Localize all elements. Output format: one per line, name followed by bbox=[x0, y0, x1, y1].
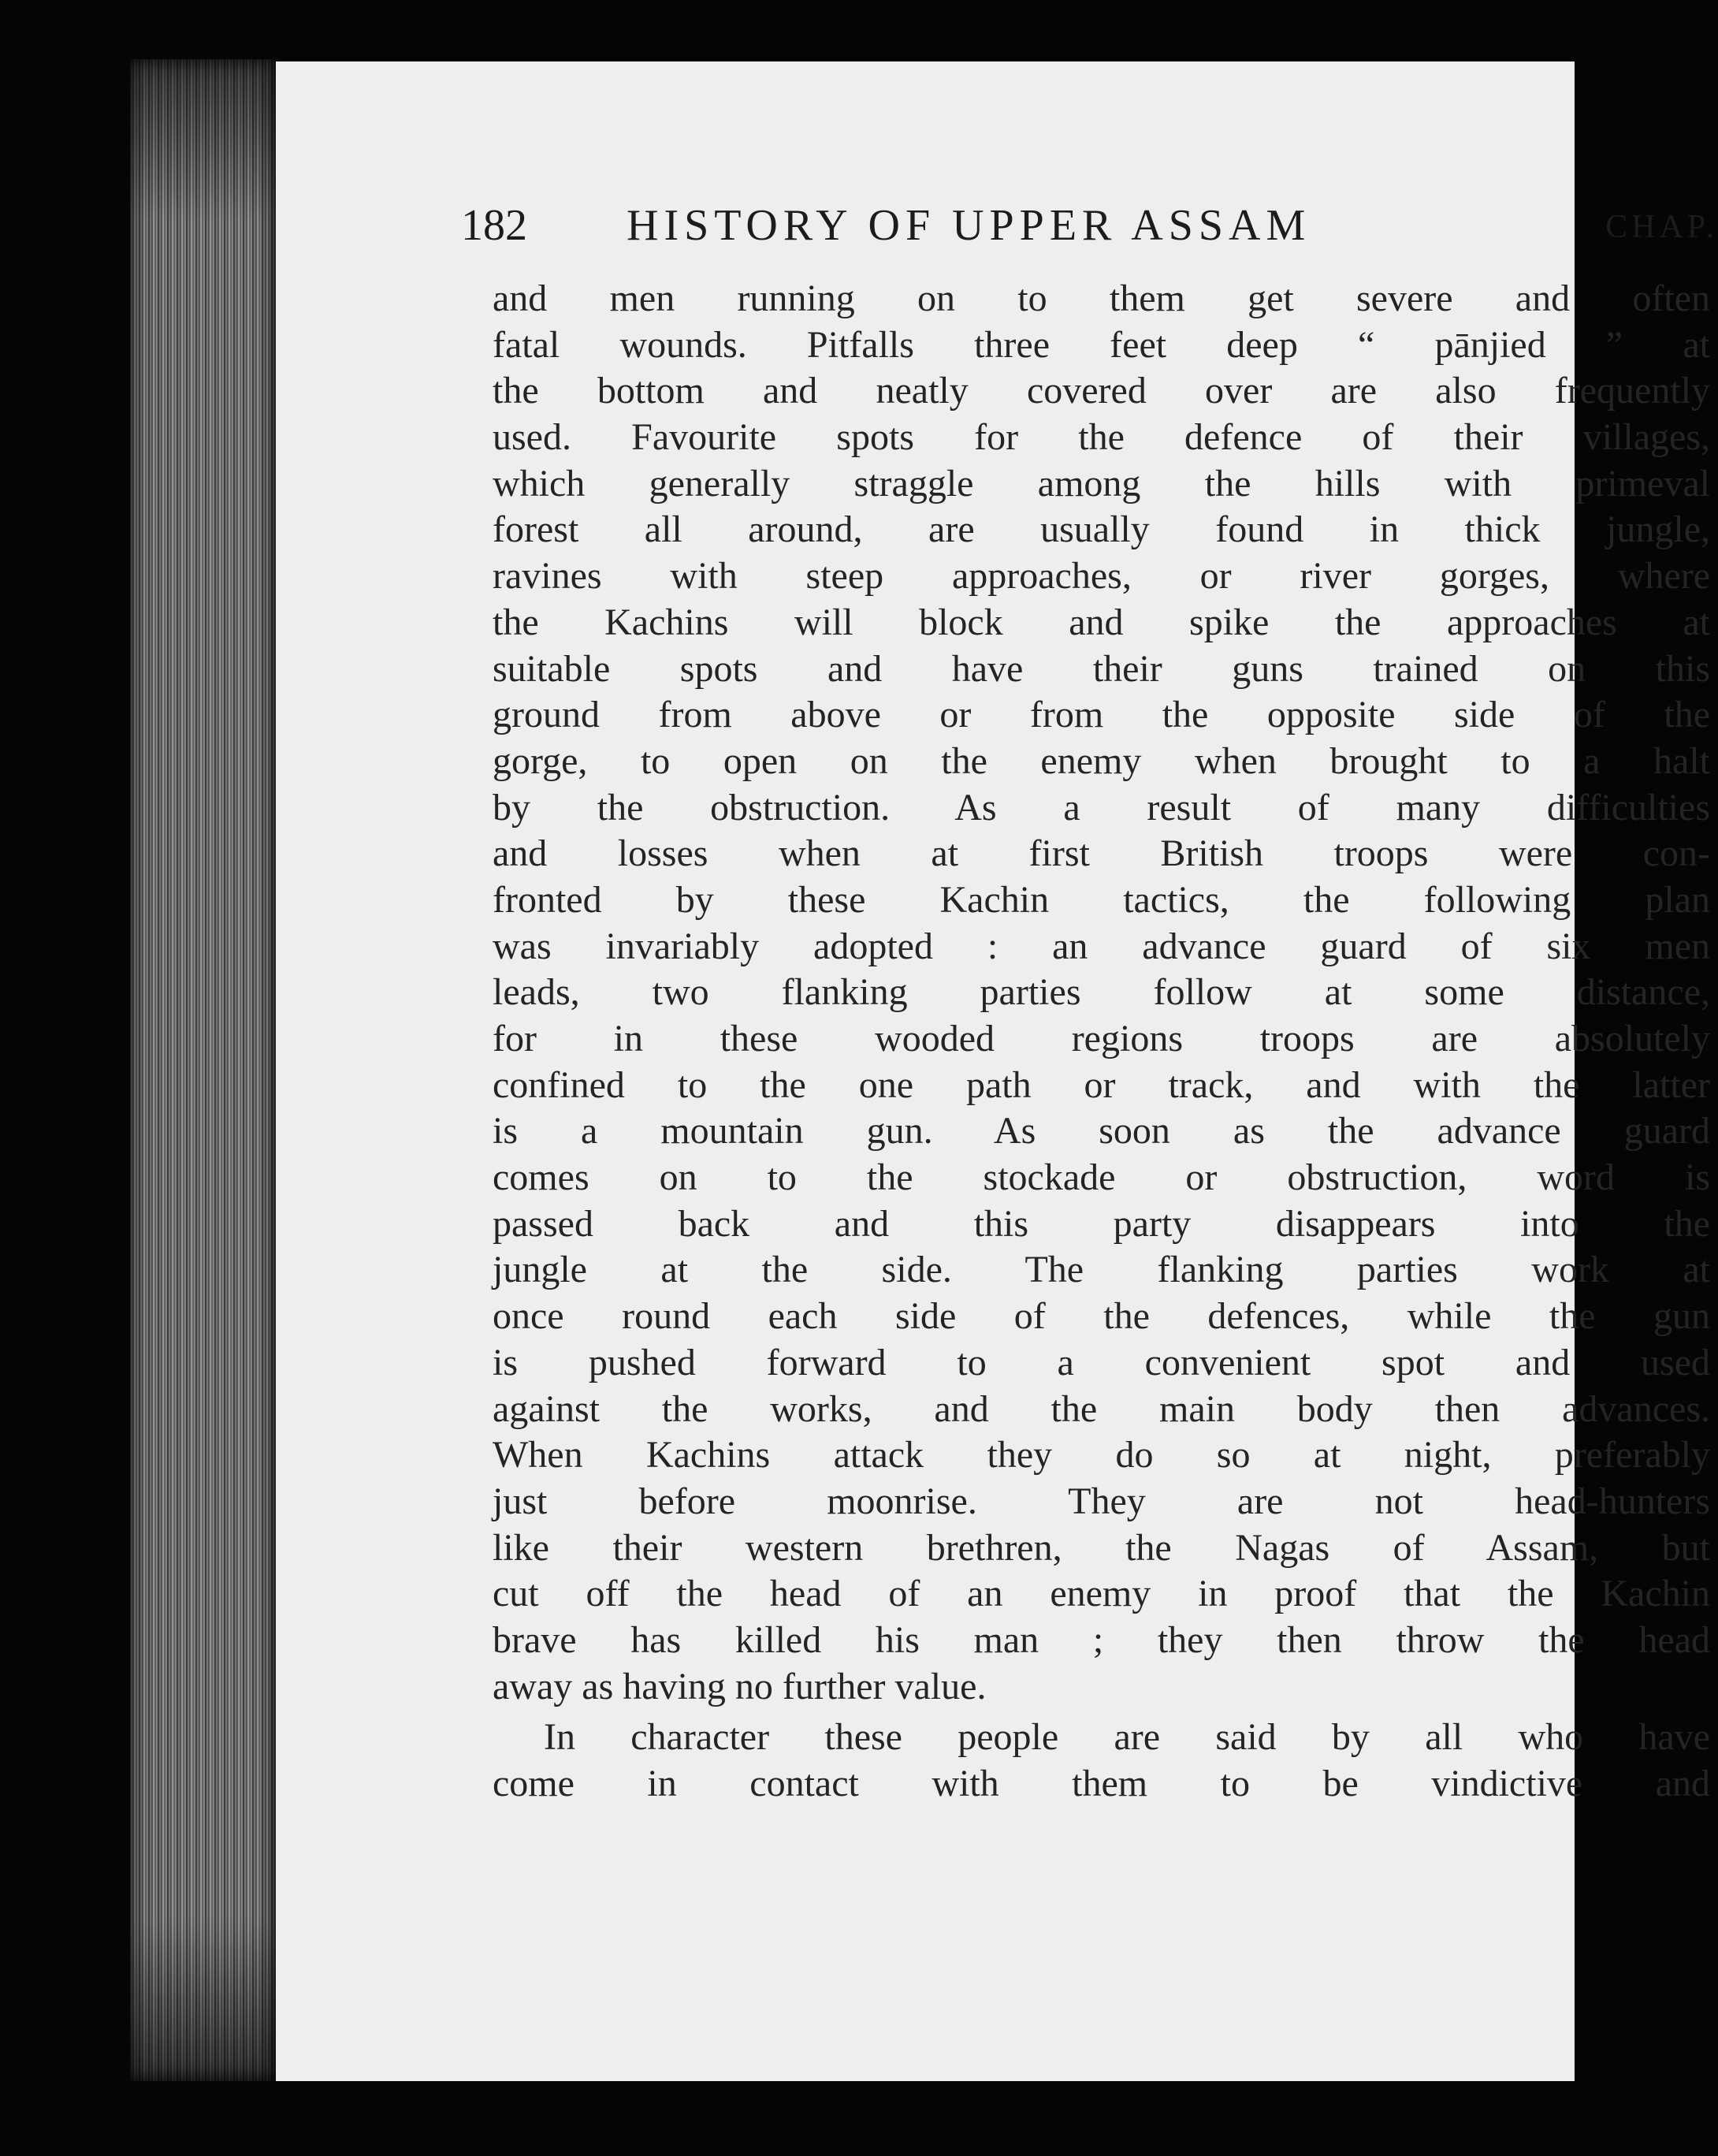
text-line: against the works, and the main body then advances. bbox=[493, 1387, 1710, 1430]
text-line: just before moonrise. They are not head-hunters bbox=[493, 1480, 1710, 1522]
text-line: In character these people are said by all who have bbox=[544, 1716, 1710, 1759]
text-line: suitable spots and have their guns trained on this bbox=[493, 647, 1710, 690]
chapter-label: CHAP. bbox=[1605, 209, 1718, 245]
text-line: and men running on to them get severe and often bbox=[493, 277, 1710, 319]
text-line: gorge, to open on the enemy when brought to a halt bbox=[493, 739, 1710, 782]
text-line: is pushed forward to a convenient spot and used bbox=[493, 1341, 1710, 1383]
text-line: leads, two flanking parties follow at some distance, bbox=[493, 971, 1710, 1014]
paragraph-2 bbox=[493, 1715, 1710, 1807]
text-line: fronted by these Kachin tactics, the following plan bbox=[493, 878, 1710, 921]
text-line: ravines with steep approaches, or river gorges, where bbox=[493, 555, 1710, 598]
text-line: fatal wounds. Pitfalls three feet deep “ pānjied ” at bbox=[493, 323, 1710, 366]
text-line: by the obstruction. As a result of many difficulties bbox=[493, 786, 1710, 829]
text-line: brave has killed his man ; they then throw the head bbox=[493, 1618, 1710, 1661]
paragraph-1 bbox=[493, 276, 1710, 1710]
text-line: forest all around, are usually found in thick jungle, bbox=[493, 508, 1710, 551]
text-line: the bottom and neatly covered over are also frequently bbox=[493, 370, 1710, 412]
text-line: once round each side of the defences, while the gun bbox=[493, 1295, 1710, 1338]
text-line: away as having no further value. bbox=[493, 1665, 987, 1707]
text-line: and losses when at first British troops were con- bbox=[493, 832, 1710, 875]
text-line: confined to the one path or track, and with the latter bbox=[493, 1063, 1710, 1106]
running-title: HISTORY OF UPPER ASSAM bbox=[627, 201, 1311, 250]
text-line: used. Favourite spots for the defence of their villages, bbox=[493, 416, 1710, 459]
running-head bbox=[461, 200, 1718, 287]
page-edges-stack bbox=[130, 59, 280, 2081]
text-line: like their western brethren, the Nagas of Assam, but bbox=[493, 1526, 1710, 1569]
page-number: 182 bbox=[461, 201, 527, 250]
text-line: which generally straggle among the hills with primeval bbox=[493, 462, 1710, 505]
text-line: is a mountain gun. As soon as the advance guard bbox=[493, 1110, 1710, 1152]
text-line: the Kachins will block and spike the approaches at bbox=[493, 601, 1710, 643]
text-line: ground from above or from the opposite side of the bbox=[493, 694, 1710, 736]
text-line: When Kachins attack they do so at night, preferably bbox=[493, 1434, 1710, 1476]
body-text bbox=[493, 276, 1710, 1808]
text-line: jungle at the side. The flanking parties work at bbox=[493, 1249, 1710, 1291]
text-line: cut off the head of an enemy in proof that the Kachin bbox=[493, 1573, 1710, 1615]
text-line: for in these wooded regions troops are absolutely bbox=[493, 1018, 1710, 1059]
text-line: was invariably adopted : an advance guard of six men bbox=[493, 925, 1710, 967]
text-line: come in contact with them to be vindictive and bbox=[493, 1763, 1710, 1804]
text-line: comes on to the stockade or obstruction, word is bbox=[493, 1156, 1710, 1199]
text-line: passed back and this party disappears into the bbox=[493, 1202, 1710, 1245]
